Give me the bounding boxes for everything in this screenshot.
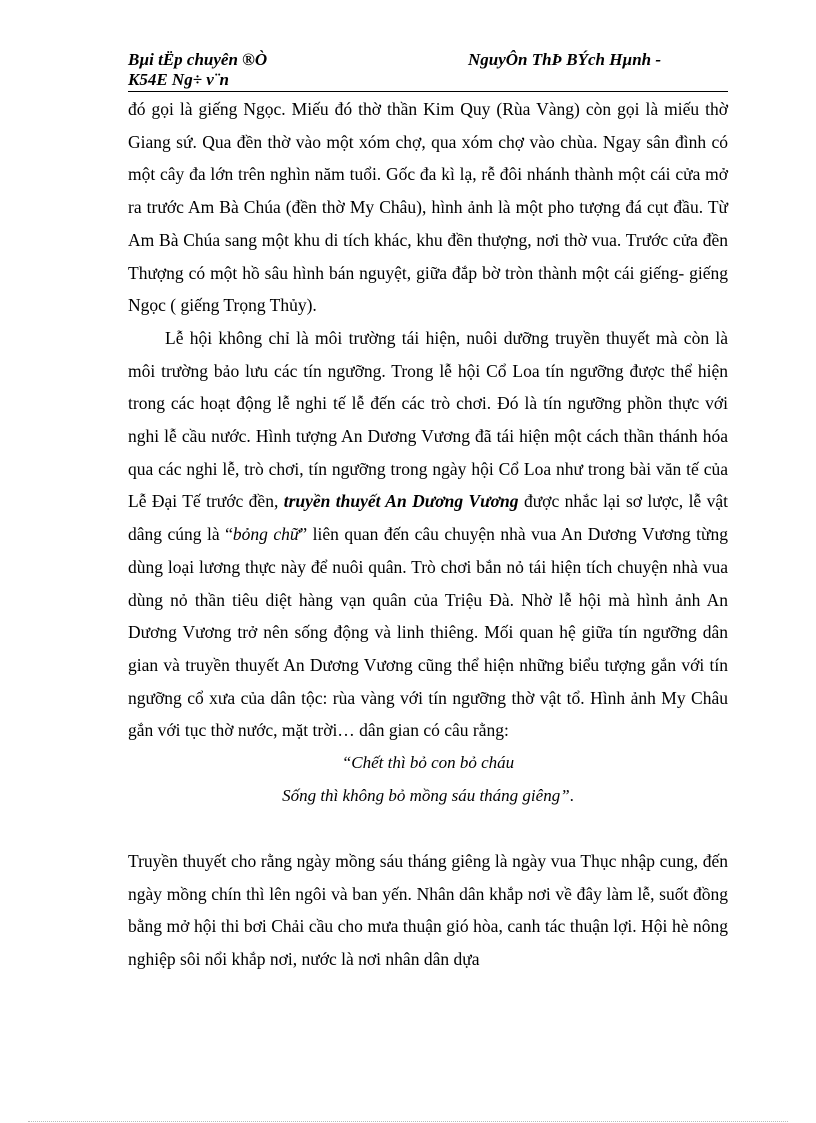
verse-line-1: “Chết thì bỏ con bỏ cháu: [341, 753, 515, 773]
paragraph-3: Truyền thuyết cho rằng ngày mồng sáu tháng giêng là ngày vua Thục nhập cung, đến ngày mồng chín thì lên ngôi và ban yến. Nhân dân khắp nơi về đây làm lễ, suốt đồng bằng mở hội thi bơi Chải cầu cho mưa thuận gió hòa, canh tác thuận lợi. Hội hè nông nghiệp sôi nổi khắp nơi, nước là nơi nhân dân dựa: [128, 851, 728, 970]
quoted-verse: [128, 747, 728, 812]
header-course: K54E Ng÷ v¨n: [128, 70, 229, 89]
header-teacher: NguyÔn ThÞ BÝch Hµnh -: [468, 50, 662, 69]
footer-dotted-line: [28, 1121, 788, 1122]
document-body: [128, 93, 728, 976]
page-header: [128, 50, 728, 90]
header-author: Bµi tËp chuyên ®Ò: [128, 50, 268, 69]
paragraph-2: [128, 322, 728, 747]
verse-line-2-text: Sống thì không bỏ mồng sáu tháng giêng”: [282, 785, 570, 805]
header-divider: [128, 91, 728, 92]
verse-line-2-end: .: [569, 785, 574, 805]
paragraph-2-bold-title: truyền thuyết An Dương Vương: [283, 491, 519, 512]
paragraph-2-italic-term: bỏng chữ: [232, 524, 300, 545]
paragraph-2-text-c: ” liên quan đến câu chuyện nhà vua An Dương Vương từng dùng loại lương thực này để nuôi quân. Trò chơi bắn nỏ tái hiện tích chuyện nhà vua dùng nỏ thần tiêu diệt hàng vạn quân của Triệu Đà. Nhờ lễ hội mà hình ảnh An Dương Vương trở nên sống động và linh thiêng. Mối quan hệ giữa tín ngưỡng dân gian và truyền thuyết An Dương Vương cũng thể hiện những biểu tượng gắn với tín ngưỡng cổ xưa của dân tộc: rùa vàng với tín ngưỡng thờ vật tổ. Hình ảnh My Châu gắn với tục thờ nước, mặt trời… dân gian có câu rằng:: [128, 524, 729, 741]
verse-line-2: [128, 780, 728, 813]
spacer: [128, 812, 728, 845]
paragraph-2-text-b: được nhắc lại sơ lược, lễ vật dâng cúng là “: [128, 491, 728, 545]
paragraph-2-text-a: Lễ hội không chỉ là môi trường tái hiện, nuôi dưỡng truyền thuyết mà còn là môi trường bảo lưu các tín ngưỡng. Trong lễ hội Cổ Loa tín ngưỡng được thể hiện trong các hoạt động lễ nghi tế lễ đến các trò chơi. Đó là tín ngưỡng phồn thực với nghi lễ cầu nước. Hình tượng An Dương Vương đã tái hiện một cách thần thánh hóa qua các nghi lễ, trò chơi, tín ngưỡng trong ngày hội Cổ Loa như trong bài văn tế của Lễ Đại Tế trước đền,: [128, 327, 728, 512]
paragraph-1: đó gọi là giếng Ngọc. Miếu đó thờ thần Kim Quy (Rùa Vàng) còn gọi là miếu thờ Giang sứ. Qua đền thờ vào một xóm chợ, qua xóm chợ vào chùa. Ngay sân đình có một cây đa lớn trên nghìn năm tuổi. Gốc đa kì lạ, rễ đôi nhánh thành một cái cửa mở ra trước Am Bà Chúa (đền thờ My Châu), hình ảnh là một pho tượng đá cụt đầu. Từ Am Bà Chúa sang một khu di tích khác, khu đền thượng, nơi thờ vua. Trước cửa đền Thượng có một hồ sâu hình bán nguyệt, giữa đắp bờ tròn thành một cái giếng- giếng Ngọc ( giếng Trọng Thủy).: [128, 99, 728, 316]
